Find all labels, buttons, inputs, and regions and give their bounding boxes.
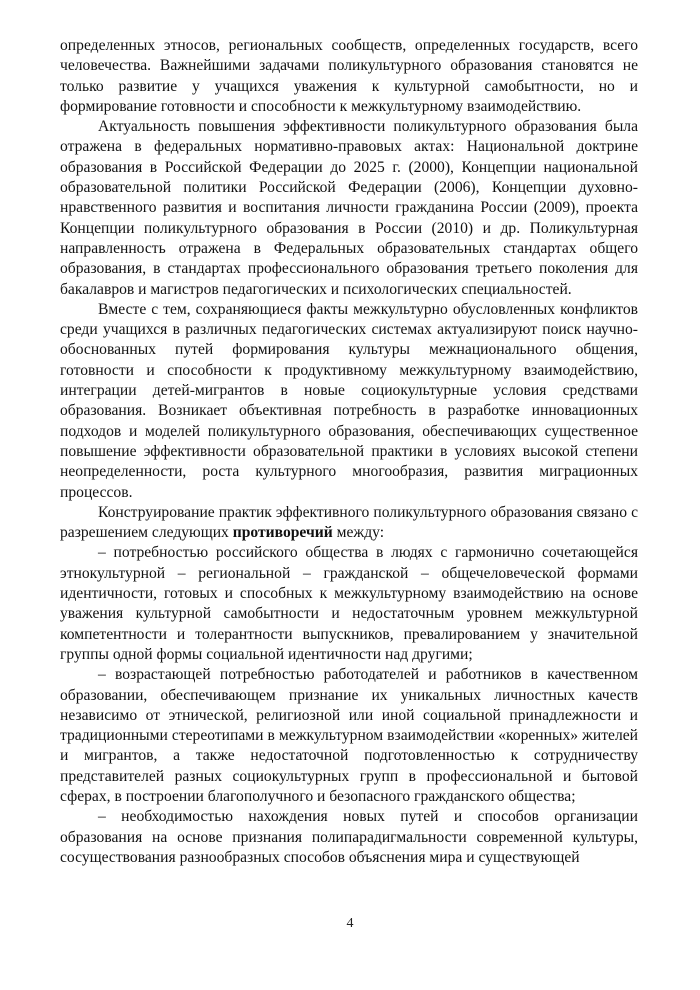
list-item-contradiction-3: – необходимостью нахождения новых путей и способов организации образования на основе признания полипарадигмальности современной культуры, сосуществования разнообразных способов объяснения мира и существующей (60, 808, 638, 866)
paragraph-continuation: определенных этносов, региональных сообществ, определенных государств, всего человечества. Важнейшими задачами поликультурного образования становятся не только развитие у учащихся уважения к культурной самобытности, но и формирование готовности и способности к межкультурному взаимодействию. (60, 37, 638, 115)
document-body (60, 36, 638, 868)
paragraph-conflicts: Вместе с тем, сохраняющиеся факты межкультурно обусловленных конфликтов среди учащихся в различных педагогических системах актуализируют поиск научно-обоснованных путей формирования культуры межнационального общения, готовности и способности к продуктивному межкультурному взаимодействию, интеграции детей-мигрантов в новые социокультурные условия средствами образования. Возникает объективная потребность в разработке инновационных подходов и моделей поликультурного образования, обеспечивающих существенное повышение эффективности образовательной практики в условиях высокой степени неопределенности, роста культурного многообразия, развития миграционных процессов. (60, 300, 638, 501)
intro-tail: между: (332, 524, 385, 542)
paragraph-contradictions-intro (60, 503, 638, 544)
intro-text: Конструирование практик эффективного поликультурного образования связано с разрешением следующих (60, 503, 638, 542)
bold-term: противоречий (232, 524, 333, 542)
list-item-contradiction-2: – возрастающей потребностью работодателей и работников в качественном образовании, обеспечивающем признание их уникальных личностных качеств независимо от этнической, религиозной или иной социальной принадлежности и традиционными стереотипами в межкультурном взаимодействии «коренных» жителей и мигрантов, а также недостаточной подготовленностью к сотрудничеству представителей разных социокультурных групп в профессиональной и бытовой сферах, в построении благополучного и безопасного гражданского общества; (60, 666, 638, 805)
page-number: 4 (346, 916, 354, 931)
paragraph-relevance: Актуальность повышения эффективности поликультурного образования была отражена в федеральных нормативно-правовых актах: Национальной доктрине образования в Российской Федерации до 2025 г. (2000), Концепции национальной образовательной политики Российской Федерации (2006), Концепции духовно-нравственного развития и воспитания личности гражданина России (2009), проекта Концепции поликультурного образования в России (2010) и др. Поликультурная направленность отражена в Федеральных образовательных стандартах общего образования, в стандартах профессионального образования третьего поколения для бакалавров и магистров педагогических и психологических специальностей. (60, 118, 638, 298)
list-item-contradiction-1: – потребностью российского общества в людях с гармонично сочетающейся этнокультурной – региональной – гражданской – общечеловеческой формами идентичности, готовых и способных к межкультурному взаимодействию на основе уважения культурной самобытности и недостаточным уровнем межкультурной компетентности и толерантности выпускников, превалированием у значительной группы одной формы социальной идентичности над другими; (60, 544, 638, 663)
